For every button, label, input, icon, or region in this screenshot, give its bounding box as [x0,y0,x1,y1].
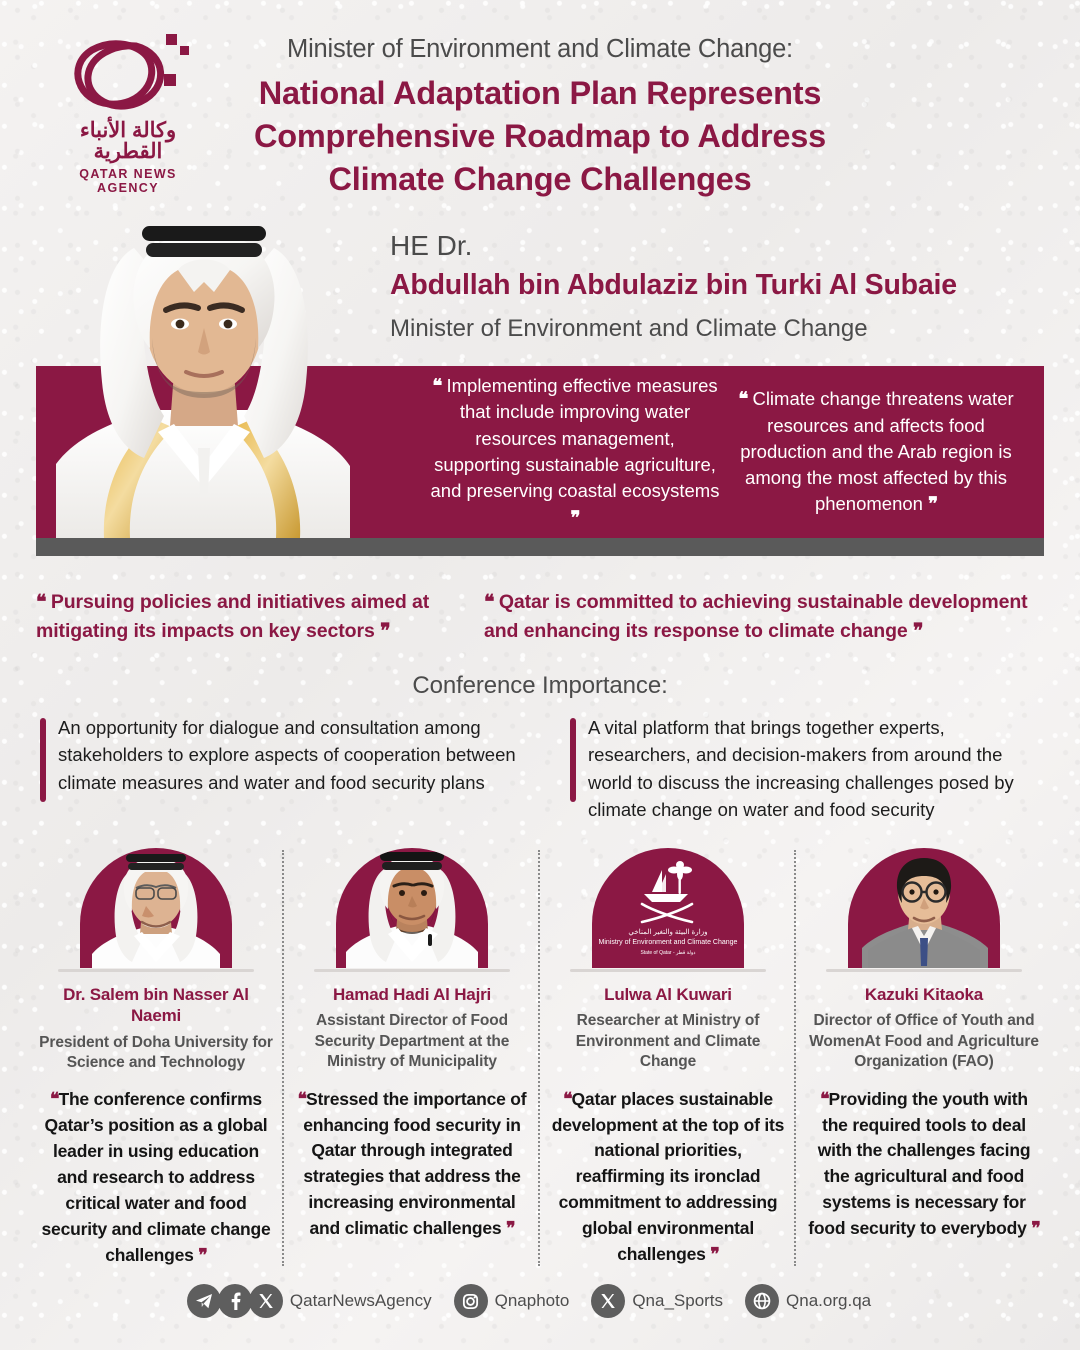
close-quote-icon: ❞ [380,620,390,643]
speaker-avatar [550,846,786,974]
close-quote-icon: ❞ [912,620,923,643]
speaker-quote [294,1087,530,1242]
speaker-name: Dr. Salem bin Nasser Al Naemi [63,985,249,1026]
close-quote-icon: ❞ [198,1244,207,1265]
close-quote-icon: ❞ [1031,1218,1040,1239]
pull-quote-list [36,588,1046,647]
speaker-name: Hamad Hadi Al Hajri [332,985,492,1004]
open-quote-icon: ❝ [738,388,748,410]
globe-icon[interactable] [745,1284,779,1318]
pull-quote-2-text: Qatar is committed to achieving sustainable development and enhancing its response to climate change [484,591,1028,643]
avatar-dome [80,848,232,968]
close-quote-icon: ❞ [570,506,580,528]
speaker-card-list [28,846,1052,1269]
instagram-icon[interactable] [454,1284,488,1318]
minister-name: Abdullah bin Abdulaziz bin Turki Al Subaie [390,269,957,302]
banner-quote-list [420,366,1044,538]
banner-quote-1-text: Implementing effective measures that include improving water resources management, supporting sustainable agriculture, and preserving coastal ecosystems [430,375,720,502]
speaker-role: Assistant Director of Food Security Department at the Ministry of Municipality [314,1012,510,1071]
portrait-kazuki-icon [848,848,1000,968]
conference-point-text: An opportunity for dialogue and consultation among stakeholders to explore aspects of cooperation between climate measures and water and food security plans [58,717,516,793]
kicker-text: Minister of Environment and Climate Change: [287,35,793,63]
facebook-icon[interactable] [218,1284,252,1318]
social-handle[interactable]: Qnaphoto [494,1291,570,1310]
minister-identity [390,228,1010,344]
x-icon[interactable] [249,1284,283,1318]
conference-point [570,714,1050,824]
banner-quote-2-text: Climate change threatens water resources and affects food production and the Arab region is among the most affected by this phenomenon [740,388,1014,515]
x-icon[interactable] [591,1284,625,1318]
accent-rule [570,718,576,802]
open-quote-icon: ❝ [432,375,442,397]
speaker-name: Lulwa Al Kuwari [604,985,732,1004]
speaker-role: President of Doha University for Science and Technology [39,1033,273,1071]
speaker-quote-text: The conference confirms Qatar’s position as a global leader in using education and research to address critical water and food security and climate change challenges [41,1089,271,1265]
speaker-quote-text: Qatar places sustainable development at the top of its national priorities, reaffirming its ironclad commitment to addressing global environmental challenges [551,1088,785,1264]
speaker-quote [38,1087,274,1268]
open-quote-icon: ❝ [820,1088,829,1109]
pull-quote-1 [36,588,466,647]
conference-importance-list [40,714,1050,824]
close-quote-icon: ❞ [928,493,938,515]
qna-logo-english: QATAR NEWS AGENCY [79,167,177,195]
qna-logo-arabic: وكالة الأنباء القطرية [79,119,177,163]
avatar-baseline [314,969,510,972]
minister-role: Minister of Environment and Climate Change [390,314,868,342]
open-quote-icon: ❝ [297,1088,306,1109]
open-quote-icon: ❝ [484,591,494,613]
speaker-avatar [806,846,1042,974]
social-group-qatarnewsagency [187,1284,432,1318]
title-block [210,34,870,202]
banner-quote-1 [430,373,720,531]
minister-honorific: HE Dr. [390,230,473,261]
accent-rule [40,718,46,802]
headline-line-1: National Adaptation Plan Represents [258,74,822,111]
avatar-dome [592,848,744,968]
social-handle[interactable]: Qna.org.qa [786,1291,872,1310]
open-quote-icon: ❝ [50,1089,59,1110]
minister-portrait [38,196,368,538]
avatar-baseline [58,969,254,972]
open-quote-icon: ❝ [563,1088,572,1109]
qna-logo [48,26,208,195]
social-group-qnasports [591,1284,723,1318]
speaker-role: Researcher at Ministry of Environment and Climate Change [575,1012,761,1071]
conference-point [40,714,540,824]
speaker-quote-text: Stressed the importance of enhancing food security in Qatar through integrated strategies that address the increasing environmental and climatic challenges [303,1088,527,1239]
speaker-quote [806,1087,1042,1242]
speaker-quote-text: Providing the youth with the required tools to deal with the challenges facing the agricultural and food systems is necessary for food security to everybody [808,1088,1031,1239]
avatar-baseline [570,969,766,972]
portrait-salem-icon [80,848,232,968]
speaker-name: Kazuki Kitaoka [864,985,984,1004]
conference-point-text: A vital platform that brings together experts, researchers, and decision-makers from around the world to discuss the increasing challenges posed by climate change on water and food security [588,717,1014,821]
open-quote-icon: ❝ [36,591,46,613]
headline-line-2: Comprehensive Roadmap to Address [253,118,827,155]
social-handle[interactable]: Qna_Sports [632,1291,724,1310]
ministry-logo-icon [592,848,744,968]
portrait-hamad-icon [336,848,488,968]
pull-quote-1-text: Pursuing policies and initiatives aimed at mitigating its impacts on key sectors [36,591,430,643]
svg-text:وزارة البيئة والتغير المناخي: وزارة البيئة والتغير المناخي [628,927,708,936]
svg-text:Ministry of Environment and Cl: Ministry of Environment and Climate Change [598,939,738,946]
telegram-icon[interactable] [187,1284,221,1318]
speaker-quote [550,1087,786,1268]
speaker-card-hamad [284,846,540,1269]
avatar-dome [336,848,488,968]
conference-importance-title: Conference Importance: [412,672,668,699]
speaker-avatar [38,846,274,974]
speaker-card-kazuki [796,846,1052,1269]
speaker-role: Director of Office of Youth and WomenAt Food and Agriculture Organization (FAO) [809,1012,1039,1071]
qna-logo-mark [48,26,208,118]
close-quote-icon: ❞ [710,1243,719,1264]
headline-line-3: Climate Change Challenges [328,161,752,198]
pull-quote-2 [484,588,1046,647]
header [0,0,1080,210]
avatar-dome [848,848,1000,968]
social-handle[interactable]: QatarNewsAgency [289,1291,432,1310]
avatar-baseline [826,969,1022,972]
speaker-avatar [294,846,530,974]
page-title [210,72,870,202]
social-group-website [745,1284,871,1318]
banner-quote-2 [736,386,1016,517]
svg-text:State of Qatar - دولة قطر: State of Qatar - دولة قطر [640,950,696,956]
speaker-card-lulwa [540,846,796,1269]
speaker-card-salem [28,846,284,1269]
close-quote-icon: ❞ [506,1218,515,1239]
social-group-qnaphoto [454,1284,570,1318]
banner-base-bar [36,538,1044,556]
social-footer [0,1278,1080,1324]
